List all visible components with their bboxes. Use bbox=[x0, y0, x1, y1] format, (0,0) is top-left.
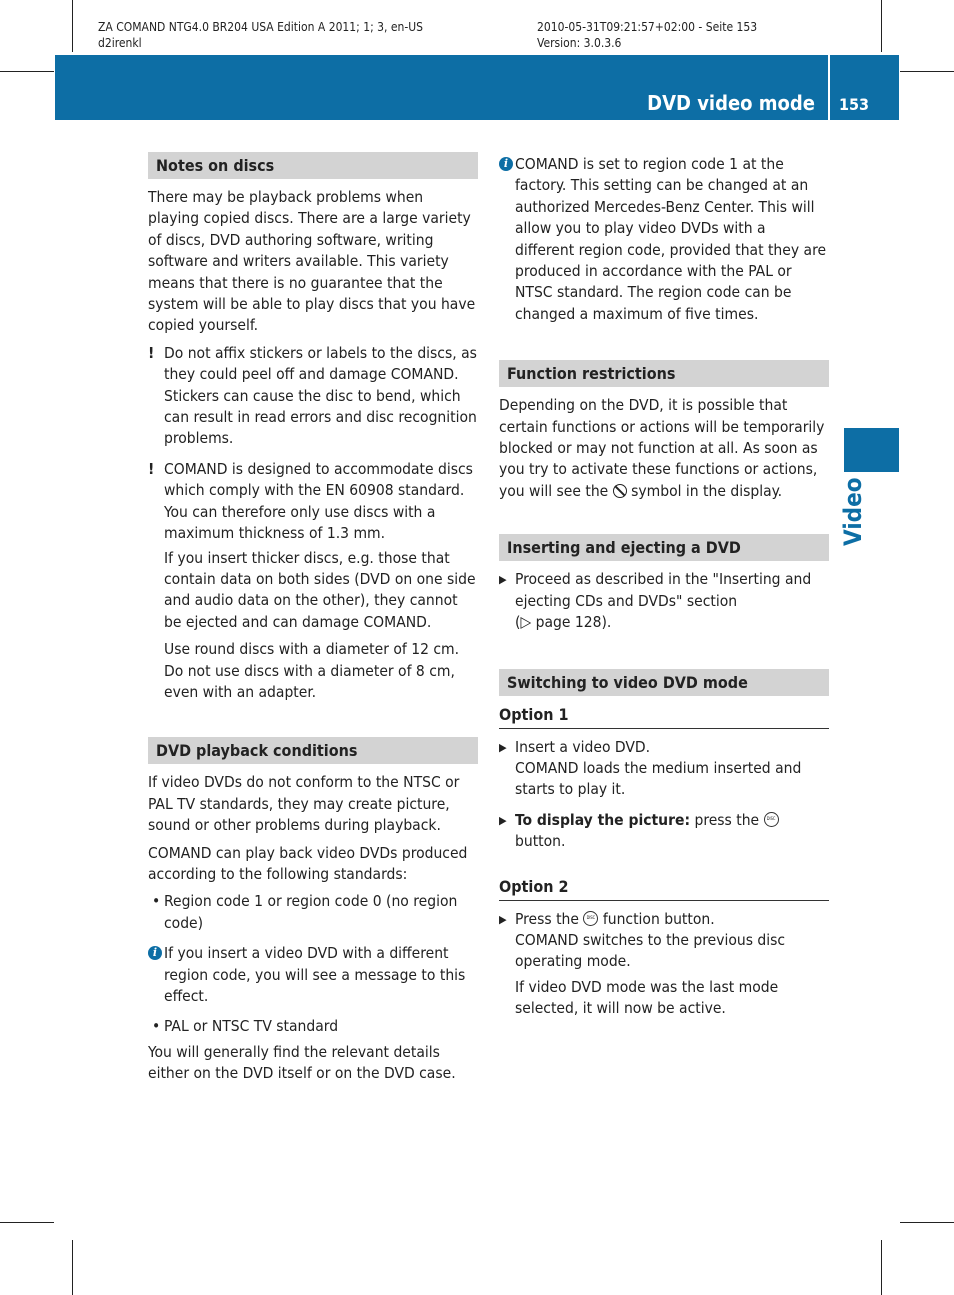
bullet-item bbox=[148, 1016, 478, 1037]
restriction-text: Depending on the DVD, it is possible that certain functions or actions will be temporarily blocked or may not function at all. As soon as you try to activate these functions or actions, you will see the bbox=[499, 396, 825, 500]
spacer bbox=[499, 862, 829, 876]
right-column bbox=[499, 152, 829, 1026]
banner-divider bbox=[828, 55, 830, 120]
bullet-icon: • bbox=[152, 892, 161, 911]
side-tab-marker bbox=[844, 428, 899, 472]
exclamation-icon: ! bbox=[148, 459, 155, 478]
arrow-right-icon: ▶ bbox=[499, 740, 507, 754]
paragraph: COMAND can play back video DVDs produced according to the following standards: bbox=[148, 843, 468, 883]
arrow-right-icon: ▶ bbox=[499, 912, 507, 926]
spacer bbox=[499, 643, 829, 669]
info-text: COMAND is set to region code 1 at the factory. This setting can be changed at an authorized Mercedes-Benz Center. This will allow you to play video DVDs with a different region code, provided that they are produced in accordance with the PAL or NTSC standard. The region code can be changed a maximum of five times. bbox=[515, 155, 827, 323]
paragraph: If video DVDs do not conform to the NTSC or PAL TV standards, they may create picture, sound or other problems during playback. bbox=[148, 773, 460, 835]
spacer bbox=[148, 709, 478, 737]
side-tab-text: Video bbox=[839, 477, 867, 546]
meta-line: Version: 3.0.3.6 bbox=[537, 36, 622, 50]
step-text: Press the bbox=[515, 909, 579, 928]
section-heading: DVD playback conditions bbox=[148, 737, 478, 764]
crop-mark bbox=[72, 1240, 73, 1295]
info-note bbox=[148, 943, 478, 1007]
meta-line: d2irenkl bbox=[98, 36, 142, 50]
arrow-right-icon: ▶ bbox=[499, 573, 507, 587]
step-text: Proceed as described in the "Inserting and ejecting CDs and DVDs" section bbox=[515, 570, 812, 610]
info-text: If you insert a video DVD with a different region code, you will see a message to this effect. bbox=[164, 944, 466, 1005]
warning-note bbox=[148, 459, 478, 545]
step-text: function button. bbox=[602, 909, 715, 928]
left-column bbox=[148, 152, 478, 1091]
page-reference-link[interactable]: (▷ page 128). bbox=[515, 613, 612, 632]
arrow-right-icon: ▶ bbox=[499, 813, 507, 827]
paragraph bbox=[499, 395, 829, 502]
step-text: press the bbox=[694, 810, 760, 829]
bullet-item bbox=[148, 891, 478, 934]
step-text: button. bbox=[515, 832, 566, 851]
info-icon: i bbox=[148, 946, 162, 960]
section-heading: Function restrictions bbox=[499, 360, 829, 387]
spacer bbox=[499, 508, 829, 534]
prohibited-icon bbox=[613, 484, 627, 498]
print-meta-left bbox=[98, 19, 423, 51]
step-text: COMAND switches to the previous disc operating mode. bbox=[515, 930, 786, 971]
meta-line: ZA COMAND NTG4.0 BR204 USA Edition A 2011; 1; 3, en-US bbox=[98, 20, 424, 34]
paragraph: Use round discs with a diameter of 12 cm. Do not use discs with a diameter of 8 cm, even with an adapter. bbox=[164, 640, 460, 701]
step-item bbox=[499, 737, 829, 801]
side-tab-label bbox=[836, 477, 876, 550]
bullet-icon: • bbox=[152, 1017, 161, 1036]
page-number: 153 bbox=[839, 95, 870, 114]
section-heading: Inserting and ejecting a DVD bbox=[499, 534, 829, 561]
paragraph: If you insert thicker discs, e.g. those that contain data on both sides (DVD on one side and audio data on the other), they cannot be ejected and can damage COMAND. bbox=[164, 548, 476, 631]
option-heading: Option 1 bbox=[499, 704, 829, 729]
crop-mark bbox=[881, 0, 882, 52]
header-banner bbox=[55, 55, 899, 120]
crop-mark bbox=[72, 0, 73, 52]
warning-text: Do not affix stickers or labels to the discs, as they could peel off and damage COMAND. Stickers can cause the disc to bend, which can result in read errors and disc recognition problems. bbox=[164, 343, 477, 448]
crop-mark bbox=[900, 71, 954, 72]
crop-mark bbox=[0, 71, 54, 72]
warning-text: COMAND is designed to accommodate discs which comply with the EN 60908 standard. You can therefore only use discs with a maximum thickness of 1.3 mm. bbox=[164, 459, 473, 543]
spacer bbox=[499, 334, 829, 360]
meta-line: 2010-05-31T09:21:57+02:00 - Seite 153 bbox=[537, 20, 758, 34]
section-title: DVD video mode bbox=[647, 91, 815, 115]
warning-note bbox=[148, 343, 478, 450]
exclamation-icon: ! bbox=[148, 343, 155, 362]
paragraph: There may be playback problems when playing copied discs. There are a large variety of discs, DVD authoring software, writing software and writers available. This variety means that there is no guarantee that the system will be able to play discs that you have copied yourself. bbox=[148, 188, 476, 335]
section-heading: Switching to video DVD mode bbox=[499, 669, 829, 696]
step-text: COMAND loads the medium inserted and starts to play it. bbox=[515, 758, 802, 799]
option-heading: Option 2 bbox=[499, 876, 829, 901]
step-item bbox=[499, 569, 829, 633]
disc-button-icon bbox=[583, 911, 598, 926]
bullet-text: Region code 1 or region code 0 (no region code) bbox=[164, 892, 458, 932]
bullet-text: PAL or NTSC TV standard bbox=[164, 1017, 339, 1036]
print-meta-right bbox=[537, 19, 757, 51]
crop-mark bbox=[900, 1222, 954, 1223]
step-text: Insert a video DVD. bbox=[515, 737, 651, 756]
paragraph: If video DVD mode was the last mode selected, it will now be active. bbox=[515, 977, 779, 1018]
disc-button-icon bbox=[764, 812, 779, 827]
section-heading: Notes on discs bbox=[148, 152, 478, 179]
step-bold-label: To display the picture: bbox=[515, 810, 691, 829]
info-note bbox=[499, 154, 829, 325]
paragraph: You will generally find the relevant details either on the DVD itself or on the DVD case. bbox=[148, 1042, 456, 1083]
restriction-text: symbol in the display. bbox=[631, 481, 783, 500]
crop-mark bbox=[0, 1222, 54, 1223]
step-item bbox=[499, 909, 829, 973]
crop-mark bbox=[881, 1240, 882, 1295]
step-item bbox=[499, 810, 829, 853]
info-icon: i bbox=[499, 157, 513, 171]
